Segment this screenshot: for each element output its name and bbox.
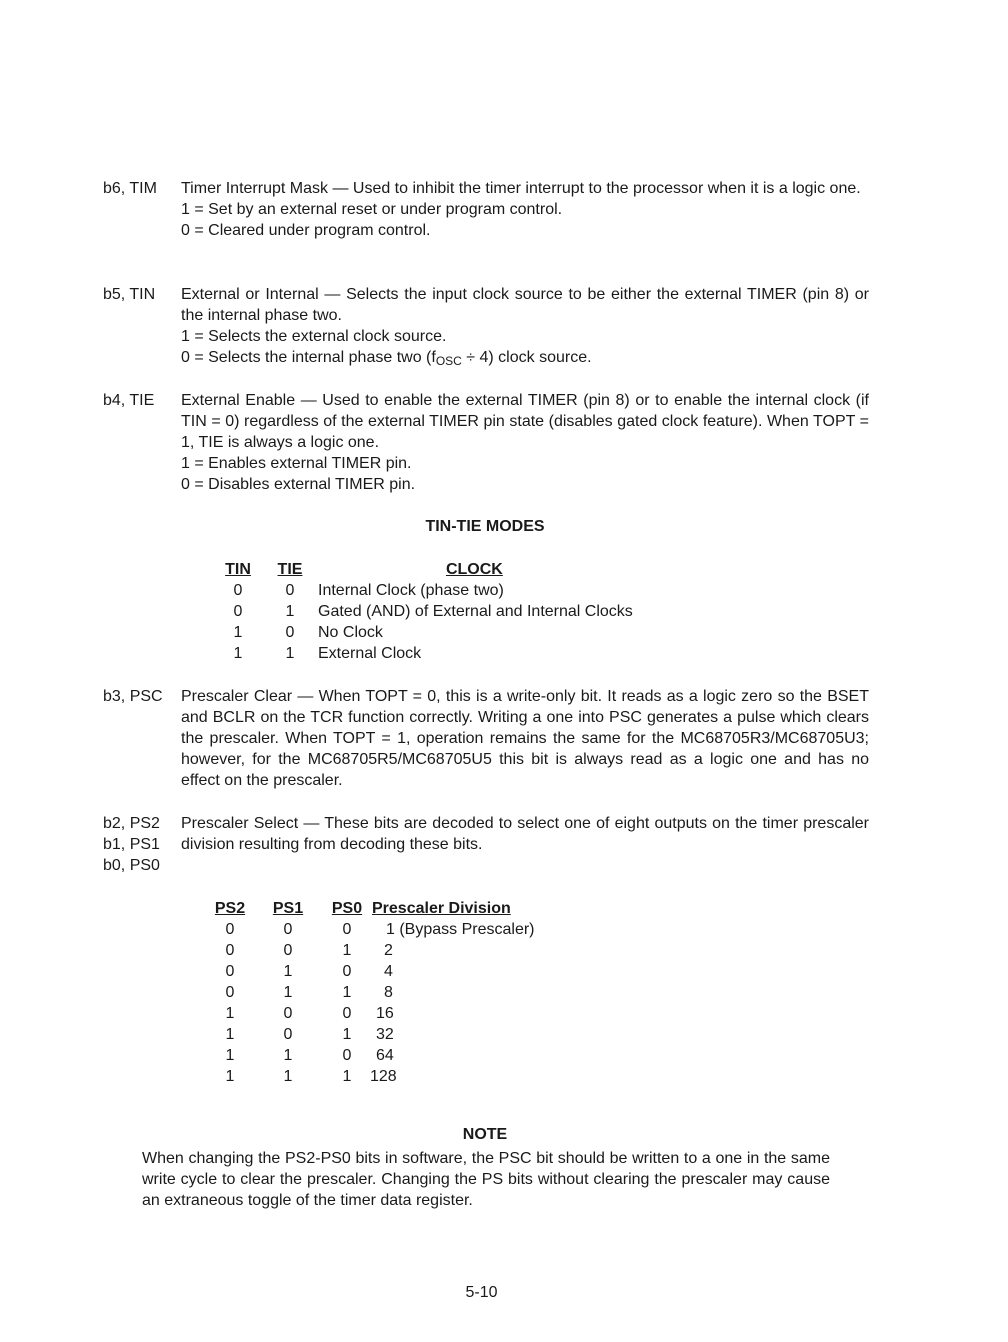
table-cell: 0	[342, 921, 352, 938]
table-header-row	[212, 898, 535, 919]
table-cell: External Clock	[318, 645, 422, 662]
psc-description: Prescaler Clear — When TOPT = 0, this is a write-only bit. It reads as a logic zero so the BSET and BCLR on the TCR function correctly. Writing a one into PSC generates a pulse which clears the prescaler. When TOPT = 1, operation remains the same for the MC68705R3/MC68705U3; however, for the MC68705R5/MC68705U5 this bit is always read as a logic one and has no effect on the prescaler.	[181, 688, 869, 789]
table-header-row	[212, 559, 633, 580]
table-cell: 0	[225, 921, 235, 938]
table-row	[212, 1003, 535, 1024]
bit-label-tin: b5, TIN	[103, 286, 156, 303]
table-row	[212, 622, 633, 643]
table-row	[212, 982, 535, 1003]
table-row	[212, 643, 633, 664]
table-cell: 1	[283, 1047, 293, 1064]
prescaler-table	[212, 898, 535, 1087]
table-cell: 1	[342, 1026, 352, 1043]
tin-value-0	[181, 347, 869, 372]
table-cell: 0	[342, 963, 352, 980]
table-cell: 1	[342, 942, 352, 959]
table-cell: 64	[376, 1047, 394, 1064]
bit-desc-psc	[181, 686, 869, 791]
table-cell: 0	[283, 942, 293, 959]
header-ps0: PS0	[331, 900, 363, 917]
table-row	[212, 1066, 535, 1087]
note-text: When changing the PS2-PS0 bits in software, the PSC bit should be written to a one in the same write cycle to clear the prescaler. Changing the PS bits without clearing the prescaler may cause an extraneous toggle of the timer data register.	[142, 1150, 830, 1209]
table-cell: 1	[225, 1026, 235, 1043]
table-cell: 0	[283, 921, 293, 938]
table-cell: 4	[384, 963, 393, 980]
table-cell: 0	[233, 603, 243, 620]
tin-value-0-pre: 0 = Selects the internal phase two (f	[181, 349, 436, 366]
table-cell: 1	[233, 624, 243, 641]
bit-label-psc: b3, PSC	[103, 688, 163, 705]
table-cell: Gated (AND) of External and Internal Clocks	[318, 603, 633, 620]
table-cell: 1	[283, 1068, 293, 1085]
note-title: NOTE	[462, 1126, 508, 1143]
bit-desc-ps	[181, 813, 869, 855]
bit-desc-tie	[181, 390, 869, 495]
header-ps1: PS1	[272, 900, 304, 917]
bit-label-ps1: b1, PS1	[103, 836, 160, 853]
table-row	[212, 919, 535, 940]
table-cell: 1	[285, 603, 295, 620]
table-cell: 0	[225, 963, 235, 980]
table-cell: 1	[233, 645, 243, 662]
bit-label-tie: b4, TIE	[103, 392, 155, 409]
table-cell: No Clock	[318, 624, 383, 641]
table-cell: 0	[342, 1047, 352, 1064]
header-clock: CLOCK	[445, 561, 503, 578]
bit-label-ps2: b2, PS2	[103, 815, 160, 832]
header-tin: TIN	[225, 561, 251, 578]
tim-value-1: 1 = Set by an external reset or under program control.	[181, 201, 563, 218]
header-prescaler-division: Prescaler Division	[372, 900, 511, 917]
tie-value-1: 1 = Enables external TIMER pin.	[181, 455, 412, 472]
table-row	[212, 1045, 535, 1066]
tie-description: External Enable — Used to enable the external TIMER (pin 8) or to enable the internal clock (if TIN = 0) regardless of the external TIMER pin state (disables gated clock feature). When TOPT = 1, TIE is always a logic one.	[181, 392, 869, 451]
header-ps2: PS2	[214, 900, 246, 917]
table-cell: 0	[225, 984, 235, 1001]
table-cell: 0	[283, 1005, 293, 1022]
table-cell: 1	[225, 1047, 235, 1064]
table-cell: 1	[342, 984, 352, 1001]
table-cell: 0	[233, 582, 243, 599]
table-row	[212, 961, 535, 982]
table-row	[212, 940, 535, 961]
tin-value-0-post: ÷ 4) clock source.	[461, 349, 592, 366]
table-cell: 1	[283, 963, 293, 980]
page-number: 5-10	[465, 1284, 498, 1301]
tim-description: Timer Interrupt Mask — Used to inhibit the timer interrupt to the processor when it is a logic one.	[181, 180, 861, 197]
table-cell: 0	[225, 942, 235, 959]
table-cell: 0	[342, 1005, 352, 1022]
table-cell: 8	[384, 984, 393, 1001]
table-row	[212, 1024, 535, 1045]
ps-description: Prescaler Select — These bits are decoded to select one of eight outputs on the timer prescaler division resulting from decoding these bits.	[181, 815, 869, 853]
table-cell: 1 (Bypass Prescaler)	[386, 921, 535, 938]
table-row	[212, 601, 633, 622]
table-cell: 1	[225, 1068, 235, 1085]
table-cell: 1	[342, 1068, 352, 1085]
table-cell: 128	[370, 1068, 397, 1085]
bit-label-ps0: b0, PS0	[103, 857, 160, 874]
header-tie: TIE	[277, 561, 303, 578]
tin-value-0-sub: OSC	[435, 354, 462, 368]
bit-desc-tin	[181, 284, 869, 372]
tin-tie-table-title: TIN-TIE MODES	[425, 518, 545, 535]
table-cell: 0	[285, 624, 295, 641]
tin-description: External or Internal — Selects the input clock source to be either the external TIMER (pin 8) or the internal phase two.	[181, 286, 869, 324]
table-cell: 1	[283, 984, 293, 1001]
table-cell: Internal Clock (phase two)	[318, 582, 504, 599]
bit-label-tim: b6, TIM	[103, 180, 157, 197]
bit-desc-tim	[181, 178, 869, 241]
tie-value-0: 0 = Disables external TIMER pin.	[181, 476, 416, 493]
table-row	[212, 580, 633, 601]
tin-value-1: 1 = Selects the external clock source.	[181, 328, 447, 345]
table-cell: 0	[283, 1026, 293, 1043]
table-cell: 32	[376, 1026, 394, 1043]
table-cell: 1	[225, 1005, 235, 1022]
table-cell: 1	[285, 645, 295, 662]
tin-tie-table	[212, 559, 633, 664]
table-cell: 2	[384, 942, 393, 959]
table-cell: 0	[285, 582, 295, 599]
tim-value-0: 0 = Cleared under program control.	[181, 222, 431, 239]
table-cell: 16	[376, 1005, 394, 1022]
